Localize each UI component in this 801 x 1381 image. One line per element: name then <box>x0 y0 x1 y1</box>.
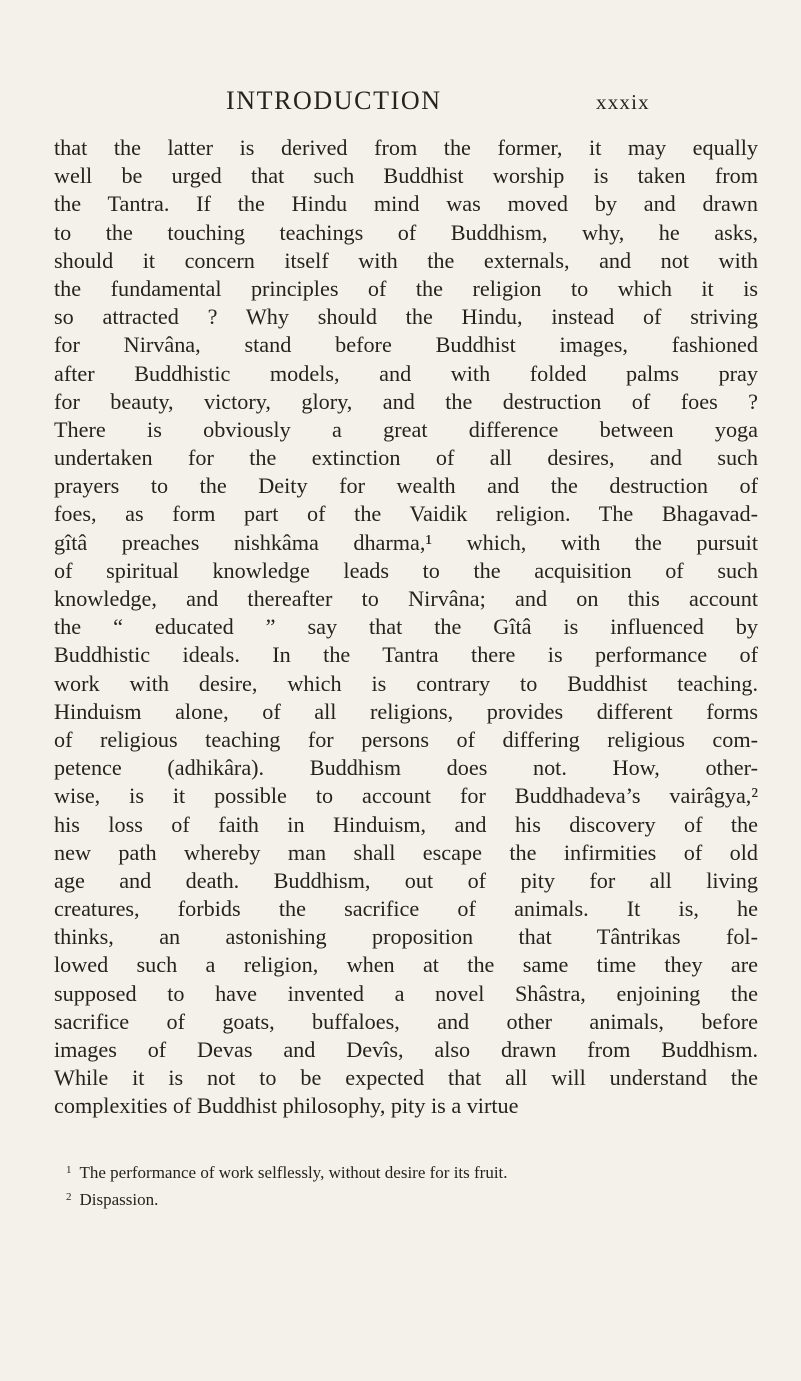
text-line: the “ educated ” say that the Gîtâ is influenced by <box>54 614 758 640</box>
text-line: work with desire, which is contrary to Buddhist teaching. <box>54 670 758 696</box>
text-line: well be urged that such Buddhist worship is taken from <box>54 163 758 189</box>
text-line: the Tantra. If the Hindu mind was moved by and drawn <box>54 191 758 217</box>
text-line: thinks, an astonishing proposition that Tântrikas fol- <box>54 924 758 950</box>
text-line: sacrifice of goats, buffaloes, and other animals, before <box>54 1008 758 1034</box>
footnotes <box>66 1158 756 1212</box>
text-line: for Nirvâna, stand before Buddhist images, fashioned <box>54 332 758 358</box>
text-line: knowledge, and thereafter to Nirvâna; and on this account <box>54 586 758 611</box>
text-line: new path whereby man shall escape the infirmities of old <box>54 839 758 865</box>
text-line: complexities of Buddhist philosophy, pity is a virtue <box>54 1093 519 1119</box>
running-title: INTRODUCTION <box>226 86 442 115</box>
footnote <box>66 1185 756 1212</box>
text-line: While it is not to be expected that all will understand the <box>54 1065 758 1091</box>
text-line: prayers to the Deity for wealth and the destruction of <box>54 473 758 499</box>
text-line: wise, is it possible to account for Buddhadeva’s vairâgya,² <box>54 783 758 809</box>
page-number: xxxix <box>596 90 650 114</box>
body-text <box>54 134 758 1121</box>
text-line: gîtâ preaches nishkâma dharma,¹ which, with the pursuit <box>54 529 758 555</box>
text-line: should it concern itself with the externals, and not with <box>54 247 758 273</box>
text-line: lowed such a religion, when at the same time they are <box>54 952 758 978</box>
text-line: supposed to have invented a novel Shâstra, enjoining the <box>54 980 758 1006</box>
text-line: for beauty, victory, glory, and the destruction of foes ? <box>54 388 758 414</box>
footnote-text: The performance of work selflessly, without desire for its fruit. <box>79 1163 508 1182</box>
footnote <box>66 1158 756 1185</box>
text-line: his loss of faith in Hinduism, and his discovery of the <box>54 811 758 837</box>
text-line: of religious teaching for persons of differing religious com- <box>54 726 758 752</box>
text-line: petence (adhikâra). Buddhism does not. How, other- <box>54 755 758 781</box>
text-line: so attracted ? Why should the Hindu, instead of striving <box>54 304 758 330</box>
text-line: after Buddhistic models, and with folded palms pray <box>54 360 758 386</box>
footnote-mark: 2 <box>66 1191 72 1203</box>
text-line: Hinduism alone, of all religions, provides different forms <box>54 698 758 724</box>
text-line: images of Devas and Devîs, also drawn from Buddhism. <box>54 1037 758 1062</box>
text-line: that the latter is derived from the former, it may equally <box>54 135 758 160</box>
text-line: age and death. Buddhism, out of pity for all living <box>54 867 758 893</box>
text-line: foes, as form part of the Vaidik religion. The Bhagavad- <box>54 501 758 527</box>
text-line: There is obviously a great difference between yoga <box>54 416 758 442</box>
text-line: creatures, forbids the sacrifice of animals. It is, he <box>54 896 758 922</box>
text-line: undertaken for the extinction of all desires, and such <box>54 445 758 471</box>
text-line: Buddhistic ideals. In the Tantra there is performance of <box>54 642 758 668</box>
running-header <box>0 86 801 116</box>
text-line: the fundamental principles of the religion to which it is <box>54 275 758 301</box>
footnote-text: Dispassion. <box>79 1190 159 1209</box>
footnote-mark: 1 <box>66 1164 72 1176</box>
text-line: to the touching teachings of Buddhism, why, he asks, <box>54 219 758 245</box>
text-line: of spiritual knowledge leads to the acquisition of such <box>54 557 758 583</box>
